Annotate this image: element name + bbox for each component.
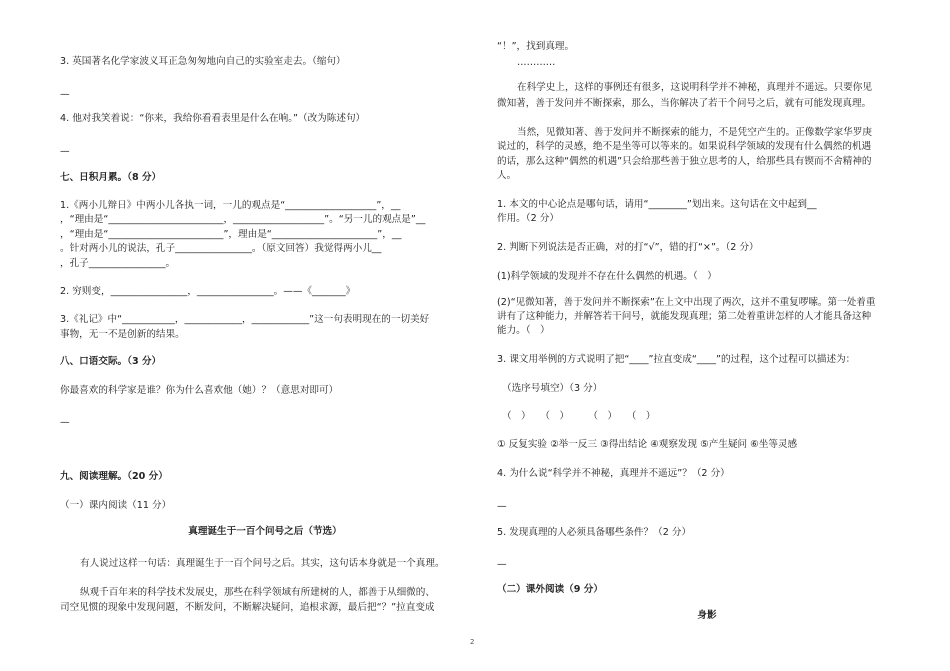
s7-q3-line: 3.《礼记》中“___________，____________，____________”这一句表明现在的一切美好 <box>60 314 430 325</box>
section-extra-reading-title: （二）课外阅读（9 分） <box>497 584 603 595</box>
article-paragraph: 人。 <box>497 170 517 181</box>
r-question-3-blanks: （ ） （ ） （ ） （ ） <box>502 411 656 422</box>
answer-line: — <box>60 146 70 157</box>
answer-line: — <box>497 501 507 512</box>
r-question-2-item: 讲有了这种能力，并解答若干问号，就能发现真理；第二处着重讲怎样的人才能具备这种 <box>497 311 872 322</box>
s9-subsection-1: （一）课内阅读（11 分） <box>60 500 172 511</box>
s7-q1-line: 。针对两小儿的说法，孔子________________。（原文回答）我觉得两小儿__ <box>60 243 382 254</box>
r-question-3-note: （选序号填空）（3 分） <box>502 383 603 394</box>
answer-line: — <box>497 559 507 570</box>
question-4-indirect-speech: 4. 他对我笑着说：“你来，我给你看看表里是什么在响。”（改为陈述句） <box>60 113 366 124</box>
r-question-1: 作用。（2 分） <box>497 213 559 224</box>
r-question-2-item: (1)科学领域的发现并不存在什么偶然的机遇。（ ） <box>497 271 717 282</box>
r-question-1: 1. 本文的中心论点是哪句话，请用“________”划出来。这句话在文中起到__ <box>497 199 817 210</box>
article-paragraph: 的话，那么这种“偶然的机遇”只会给那些善于独立思考的人，给那些具有锲而不舍精神的 <box>497 156 872 167</box>
ellipsis: ………… <box>517 57 556 68</box>
article-paragraph: 说过的，科学的灵感，绝不是坐等可以等来的。如果说科学领域的发现有什么偶然的机遇 <box>497 141 872 152</box>
article-paragraph: 司空见惯的现象中发现问题，不断发问，不断解决疑问，追根求源，最后把“？”拉直变成 <box>60 602 435 613</box>
answer-line: — <box>60 417 70 428</box>
article-paragraph: 在科学史上，这样的事例还有很多，这说明科学并不神秘，真理并不遥远。只要你见 <box>517 82 872 93</box>
article-paragraph: 微知著，善于发问并不断探索，那么，当你解决了若干个问号之后，就有可能发现真理。 <box>497 98 872 109</box>
article-continuation: “！”，找到真理。 <box>497 41 575 52</box>
article-paragraph: 有人说过这样一句话：真理诞生于一百个问号之后。其实，这句话本身就是一个真理。 <box>80 558 445 569</box>
answer-line: — <box>60 89 70 100</box>
section-8-title: 八、口语交际。（3 分） <box>60 356 162 367</box>
article-paragraph: 纵观千百年来的科学技术发展史，那些在科学领域有所建树的人，都善于从细微的、 <box>80 587 435 598</box>
s7-q1-line: 1.《两小儿辩日》中两小儿各执一词，一儿的观点是“___________________”，__ <box>60 200 401 211</box>
r-question-4: 4. 为什么说“科学并不神秘，真理并不遥远”？（2 分） <box>497 468 730 479</box>
section-7-title: 七、日积月累。（8 分） <box>60 172 162 183</box>
s7-q3-line: 事物，无一不是创新的结果。 <box>60 329 185 340</box>
r-question-2-item: (2)“见微知著，善于发问并不断探索”在上文中出现了两次，这并不重复啰嗦。第一处着重 <box>497 297 876 308</box>
r-question-2: 2. 判断下列说法是否正确，对的打“√”，错的打“×”。（2 分） <box>497 242 759 253</box>
s8-question: 你最喜欢的科学家是谁？你为什么喜欢他（她）？（意思对即可） <box>60 385 339 396</box>
section-9-title: 九、阅读理解。（20 分） <box>60 471 168 482</box>
question-3-shorten: 3. 英国著名化学家波义耳正急匆匆地向自己的实验室走去。（缩句） <box>60 56 346 67</box>
page-number: 2 <box>470 638 475 646</box>
s7-q1-line: ，孔子________________。 <box>60 258 176 269</box>
s7-q2: 2. 穷则变，________________，________________。——《_______》 <box>60 286 356 297</box>
extra-article-title: 身影 <box>697 610 717 621</box>
article-title: 真理诞生于一百个问号之后（节选） <box>188 526 342 537</box>
s7-q1-line: ，“理由是“________________________”，理由是“______________________”，__ <box>60 229 402 240</box>
r-question-5: 5. 发现真理的人必须具备哪些条件？（2 分） <box>497 527 692 538</box>
article-paragraph: 当然，见微知著、善于发问并不断探索的能力，不是凭空产生的。正像数学家华罗庚 <box>517 127 872 138</box>
r-question-3-options: ① 反复实验 ②举一反三 ③得出结论 ④观察发现 ⑤产生疑问 ⑥坐等灵感 <box>497 439 798 450</box>
s7-q1-line: ，“理由是“________________________，___________________”。“另一儿的观点是”__ <box>60 214 426 225</box>
r-question-2-item: 能力。（ ） <box>497 325 550 336</box>
r-question-3: 3. 课文用举例的方式说明了把“____”拉直变成“____”的过程，这个过程可以描述为： <box>497 354 856 365</box>
